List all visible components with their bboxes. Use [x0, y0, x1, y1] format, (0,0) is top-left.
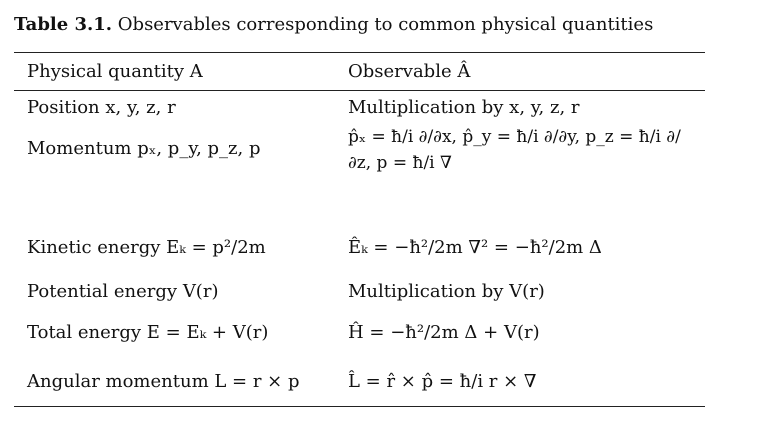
header-physical-quantity: Physical quantity A: [27, 61, 203, 82]
row-kinetic-quantity: Kinetic energy Eₖ = p²/2m: [27, 237, 266, 258]
header-observable: Observable Â: [348, 61, 471, 82]
row-total-energy-quantity: Total energy E = Eₖ + V(r): [27, 322, 269, 343]
header-rule: [14, 90, 705, 91]
bottom-rule: [14, 406, 705, 407]
caption-text: Observables corresponding to common physical quantities: [112, 14, 654, 35]
row-momentum-observable: p̂ₓ = ħ/i ∂/∂x, p̂_y = ħ/i ∂/∂y, p_z = ħ/i ∂/∂z, p = ħ/i ∇: [348, 127, 681, 174]
row-angular-momentum-quantity: Angular momentum L = r × p: [27, 371, 300, 392]
caption-label: Table 3.1.: [14, 14, 113, 35]
row-momentum-quantity: Momentum pₓ, p_y, p_z, p: [27, 138, 261, 159]
row-total-energy-observable: Ĥ = −ħ²/2m Δ + V(r): [348, 322, 540, 343]
row-position-observable: Multiplication by x, y, z, r: [348, 97, 580, 118]
top-rule: [14, 52, 705, 53]
row-potential-observable: Multiplication by V(r): [348, 281, 545, 302]
row-kinetic-observable: Êₖ = −ħ²/2m ∇² = −ħ²/2m Δ: [348, 237, 602, 258]
table-caption: [14, 14, 653, 35]
row-angular-momentum-observable: L̂ = r̂ × p̂ = ħ/i r × ∇: [348, 371, 537, 392]
row-potential-quantity: Potential energy V(r): [27, 281, 219, 302]
row-position-quantity: Position x, y, z, r: [27, 97, 176, 118]
